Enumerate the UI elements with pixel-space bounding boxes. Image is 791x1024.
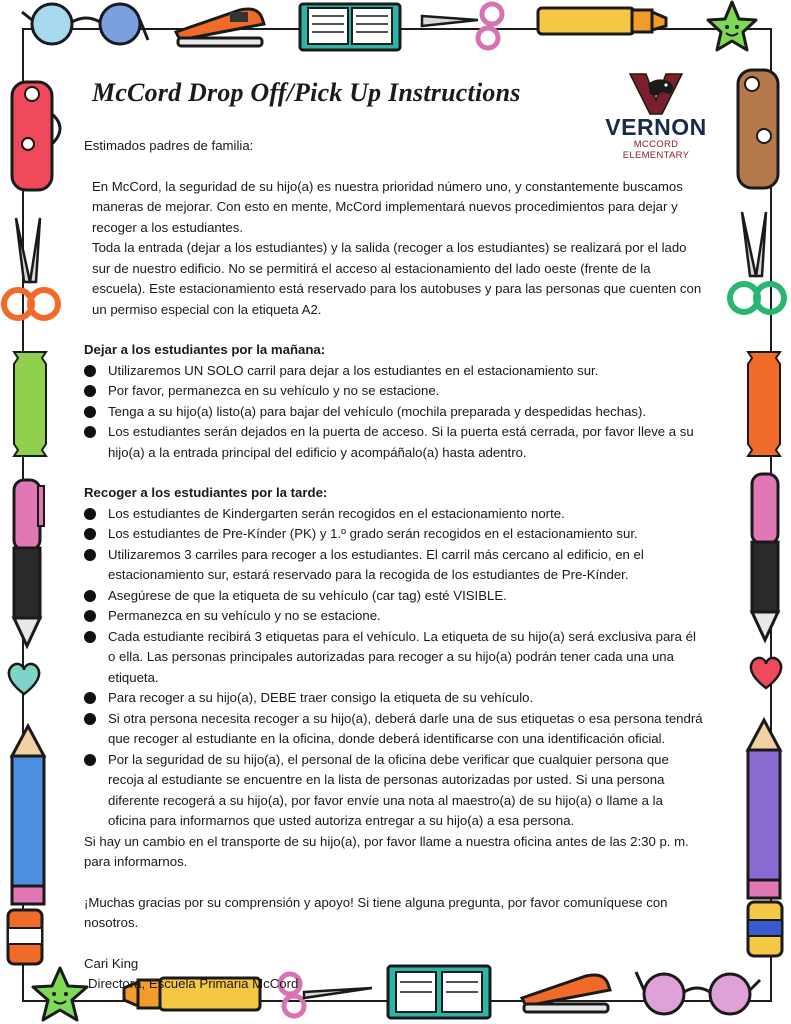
- afternoon-item: Para recoger a su hijo(a), DEBE traer consigo la etiqueta de su vehículo.: [84, 688, 704, 709]
- logo-mascot-icon: [626, 70, 686, 116]
- morning-heading: Dejar a los estudiantes por la mañana:: [84, 342, 326, 357]
- eraser-icon: [4, 906, 48, 968]
- eraser-icon: [744, 898, 788, 960]
- afternoon-item: Los estudiantes de Pre-Kínder (PK) y 1.º grado serán recogidos en el estacionamiento sur.: [84, 524, 704, 545]
- scissors-icon: [726, 206, 788, 324]
- washi-tape-icon: [742, 348, 786, 458]
- pencil-icon: [740, 716, 788, 902]
- logo-wordmark: VERNON: [605, 114, 707, 140]
- afternoon-item: Si otra persona necesita recoger a su hijo(a), deberá darle una de sus etiquetas o esa persona tendrá que recoger al estudiante en la oficina, donde deberá identificarse con una identificación oficial.: [84, 709, 704, 750]
- intro-paragraph-1: En McCord, la seguridad de su hijo(a) es nuestra prioridad número uno, y constantemente buscamos maneras de mejorar. Con esto en mente, McCord implementará nuevos procedimientos para dejar y recoger a los estudiantes.: [92, 178, 683, 235]
- pencil-case-icon: [6, 74, 70, 194]
- afternoon-item: Permanezca en su vehículo y no se estacione.: [84, 606, 704, 627]
- signature-title: Directora, Escuela Primaria McCord: [88, 976, 299, 991]
- afternoon-item: Asegúrese de que la etiqueta de su vehículo (car tag) esté VISIBLE.: [84, 586, 704, 607]
- pen-icon: [742, 466, 790, 646]
- afternoon-heading: Recoger a los estudiantes por la tarde:: [84, 485, 328, 500]
- morning-item: Por favor, permanezca en su vehículo y no se estacione.: [84, 381, 704, 402]
- logo-subtitle: MCCORD ELEMENTARY: [622, 139, 690, 161]
- page-title: McCord Drop Off/Pick Up Instructions: [92, 78, 521, 107]
- spacer: [84, 320, 704, 340]
- morning-item: Utilizaremos UN SOLO carril para dejar a los estudiantes en el estacionamiento sur.: [84, 361, 704, 382]
- afternoon-item: Los estudiantes de Kindergarten serán recogidos en el estacionamiento norte.: [84, 504, 704, 525]
- spacer: [84, 934, 704, 954]
- glasses-icon: [20, 0, 150, 50]
- spacer: [84, 463, 704, 483]
- letter-body: [84, 136, 704, 995]
- star-icon: [706, 0, 758, 56]
- highlighter-icon: [532, 2, 672, 42]
- afternoon-item: Cada estudiante recibirá 3 etiquetas para el vehículo. La etiqueta de su hijo(a) será exclusiva para él o ella. Las personas principales autorizadas para recoger a su hijo(a) podrán tener cada una una etiqueta.: [84, 627, 704, 689]
- greeting: Estimados padres de familia:: [84, 138, 254, 153]
- morning-item: Los estudiantes serán dejados en la puerta de acceso. Si la puerta está cerrada, por favor lleve a su hijo(a) a la entrada principal del edificio y acompáñalo(a) hasta adentro.: [84, 422, 704, 463]
- transport-note: Si hay un cambio en el transporte de su hijo(a), por favor llame a nuestra oficina antes de las 2:30 p. m. para informarnos.: [84, 833, 689, 869]
- signature-name: Cari King: [84, 955, 139, 971]
- afternoon-item: Utilizaremos 3 carriles para recoger a los estudiantes. El carril más cercano al edificio, en el estacionamiento sur, estará reservado para la recogida de los estudiantes de Pre-Kínder.: [84, 545, 704, 586]
- spacer: [84, 873, 704, 893]
- heart-icon: [4, 660, 44, 698]
- scissors-icon: [418, 0, 514, 56]
- afternoon-item: Por la seguridad de su hijo(a), el personal de la oficina debe verificar que cualquier persona que recoja al estudiante se encuentre en la lista de personas autorizadas por usted. Si una persona diferente recogerá a su hijo(a), por favor envíe una nota al maestro(a) de su hijo(a) o llame a la oficina para informarnos que usted autoriza entregar a su hijo(a) a esa persona.: [84, 750, 704, 832]
- morning-item: Tenga a su hijo(a) listo(a) para bajar del vehículo (mochila preparada y despedidas hechas).: [84, 402, 704, 423]
- pencil-case-icon: [728, 62, 786, 192]
- intro-paragraph-2: Toda la entrada (dejar a los estudiantes) y la salida (recoger a los estudiantes) se realizará por el lado sur de nuestro edificio. No se permitirá el acceso al estacionamiento del lado oeste (frente de la escuela). Este estacionamiento está reservado para los autobuses y para las personas que cuenten con un permiso especial con la etiqueta A2.: [92, 240, 702, 317]
- stapler-icon: [170, 2, 270, 50]
- washi-tape-icon: [8, 348, 52, 458]
- heart-icon: [746, 654, 786, 692]
- star-icon: [30, 964, 90, 1024]
- thanks-paragraph: ¡Muchas gracias por su comprensión y apoyo! Si tiene alguna pregunta, por favor comuníquese con nosotros.: [84, 894, 668, 930]
- pen-icon: [4, 472, 52, 652]
- notebook-icon: [296, 0, 406, 56]
- pencil-icon: [4, 722, 52, 908]
- spacer: [84, 157, 704, 177]
- scissors-icon: [0, 212, 62, 330]
